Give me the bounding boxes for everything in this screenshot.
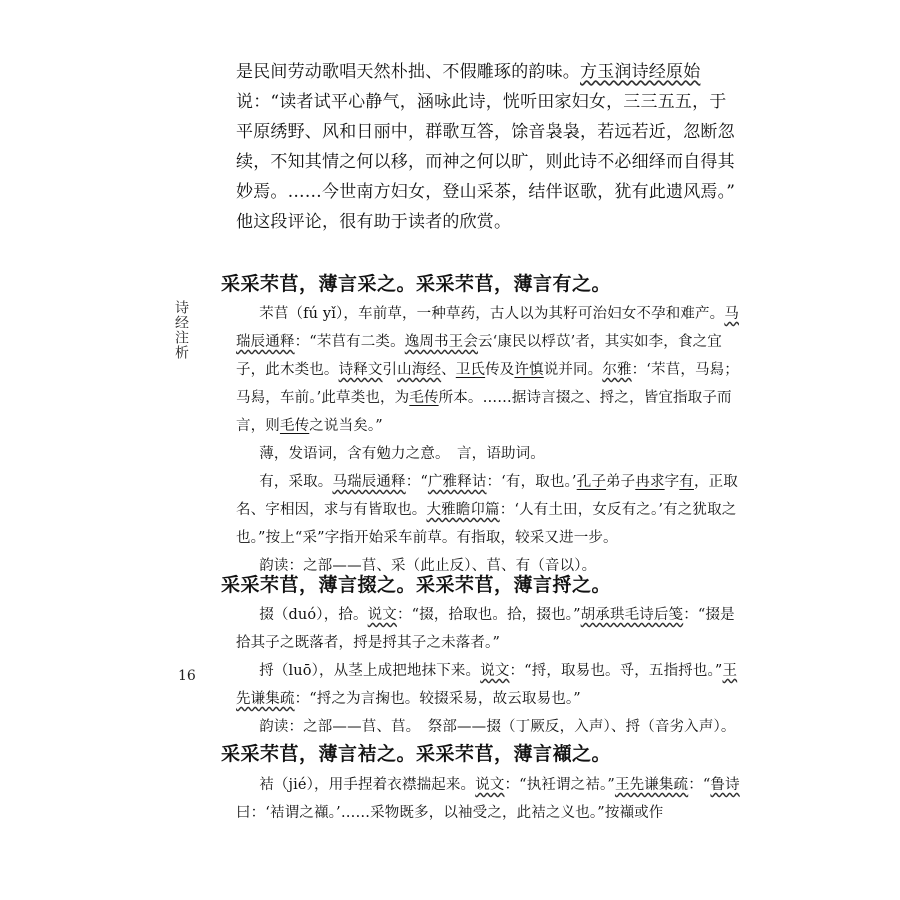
note-text: 、 [441,362,456,378]
note-text: ：“捋，取易也。寽，五指捋也。” [509,663,723,679]
person-ref: 有 [679,474,694,490]
note-text: ：“掇，拾取也。拾，掇也。” [396,607,581,623]
note-paragraph [236,300,742,440]
stanza-notes-3 [236,771,742,827]
note-text: 传及 [485,362,515,378]
note-text: 曰：‘袺谓之襭。’……采物既多，以袖受之，此袺之义也。”按襭或作 [236,805,664,821]
book-ref: 逸周书王会 [404,334,478,350]
note-text: 袺（jié），用手捏着衣襟揣起来。 [259,777,476,793]
book-ref: 尔雅 [602,362,632,378]
book-ref: 王先谦集疏 [236,663,738,707]
note-paragraph [236,657,742,713]
book-ref: 诗释文 [338,362,383,378]
book-ref: 方玉润诗经原始 [580,62,701,82]
note-text: ：“芣苢有二类。 [294,334,405,350]
note-text: 引 [382,362,398,378]
note-paragraph [236,771,742,827]
note-text: ，正取名、字相因，求与有皆取也。 [236,474,738,518]
intro-paragraph [236,57,736,237]
book-ref: 山海经 [397,362,442,378]
stanza-heading-3: 采采芣苢，薄言袺之。采采芣苢，薄言襭之。 [221,743,612,765]
note-text: 有，采取。 [259,474,333,490]
note-paragraph [236,601,742,657]
person-ref: 卫氏 [455,362,486,378]
book-ref: 说文 [475,777,505,793]
note-text: 芣苢（fú yǐ），车前草，一种草药，古人以为其籽可治妇女不孕和难产。 [259,306,725,322]
person-ref: 毛传 [279,418,310,434]
note-text: ：“ [688,777,711,793]
person-ref: 许慎 [514,362,544,378]
book-ref: 鲁诗 [710,777,740,793]
person-ref: 冉求 [635,474,665,490]
note-paragraph [236,468,742,552]
stanza-notes-2 [236,601,742,741]
note-text: 弟子 [606,474,636,490]
person-ref: 孔子 [576,474,606,490]
book-ref: 马瑞辰通释 [332,474,406,490]
stanza-notes-1 [236,300,742,580]
rhyme-note: 韵读：之部——苢、采（此止反）、苢、有（音以）。 [259,558,597,574]
book-ref: 王先谦集疏 [614,777,689,793]
note-text: ：‘芣苢，马舄；马舄，车前。’此草类也，为 [236,362,739,406]
note-text: 云‘康民以桴苡’者，其实如李，食之宜子，此木类也。 [236,334,722,378]
book-ref: 马瑞辰通释 [236,306,739,350]
note-text: 捋（luō），从茎上成把地抹下来。 [259,663,481,679]
note-text: 掇（duó），拾。 [259,607,368,623]
book-ref: 广雅释诂 [427,474,487,490]
note-text: 说并同。 [543,362,603,378]
book-ref: 胡承珙毛诗后笺 [580,607,684,623]
note-text: ：‘有，取也。’ [486,474,577,490]
intro-text [236,57,736,207]
page-number: 16 [178,668,196,684]
intro-text-a: 是民间劳动歌唱天然朴拙、不假雕琢的韵味。 [236,62,580,82]
book-ref: 说文 [367,607,397,623]
book-ref: 大雅瞻卬篇 [426,502,500,518]
intro-conclusion: 他这段评论，很有助于读者的欣赏。 [236,212,512,232]
note-text: ：“掇是拾其子之既落者，捋是捋其子之未落者。” [236,607,735,651]
stanza-heading-2: 采采芣苢，薄言掇之。采采芣苢，薄言捋之。 [221,574,612,596]
note-text: 字 [664,474,680,490]
note-text: 所本。……据诗言掇之、捋之，皆宜指取子而言，则 [236,390,732,434]
book-ref: 说文 [480,663,510,679]
note-text: 之说当矣。” [309,418,383,434]
person-ref: 毛传 [409,390,439,406]
intro-quote: 说：“读者试平心静气，涵咏此诗，恍听田家妇女，三三五五，于平原绣野、风和日丽中，群歌互答，馀音袅袅，若远若近，忽断忽续，不知其情之何以移，而神之何以旷，则此诗不必细绎而自得其妙焉。……今世南方妇女，登山采茶，结伴讴歌，犹有此遗风焉。” [236,92,736,202]
book-title-vertical: 诗经注析 [173,300,189,360]
rhyme-note: 韵读：之部——苢、苢。 祭部——掇（丁厥反，入声）、捋（音劣入声）。 [259,719,736,735]
note-text: ：“捋之为言掬也。较掇采易，故云取易也。” [294,691,581,707]
note-text: ：“ [405,474,428,490]
stanza-heading-1: 采采芣苢，薄言采之。采采芣苢，薄言有之。 [221,273,612,295]
note-text: ：“执衽谓之袺。” [504,777,615,793]
note-text: ：‘人有土田，女反有之。’有之犹取之也。”按上“采”字指开始采车前草。有指取，较采又进一步。 [236,502,737,546]
note-paragraph: 薄，发语词，含有勉力之意。 言，语助词。 [259,446,545,462]
